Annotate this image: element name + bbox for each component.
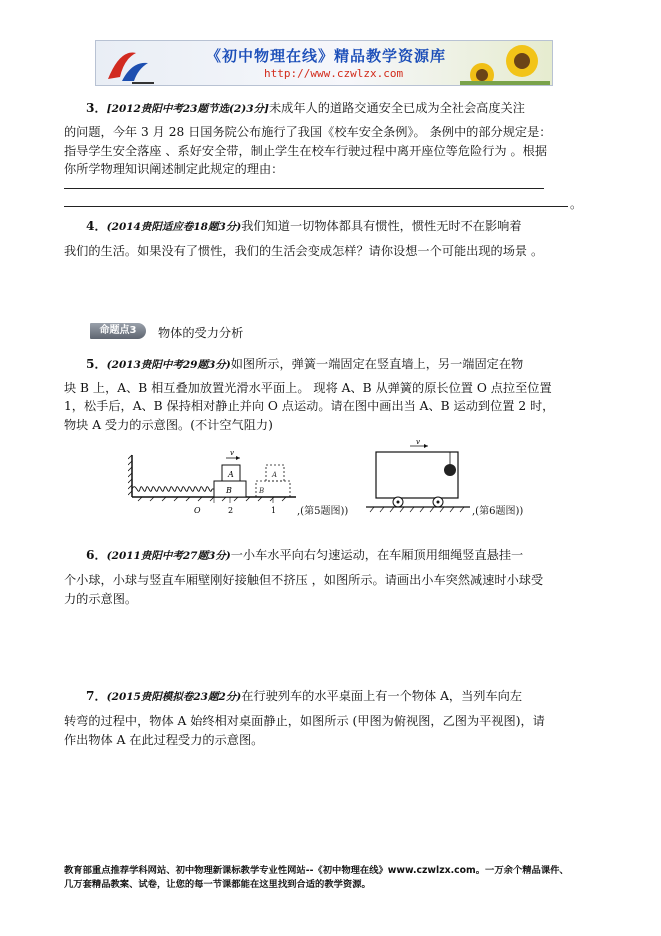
q5-line3: 1，松手后，A、B 保持相对静止并向 O 点运动。请在图中画出当 A、B 运动到位置 2 时， [64,399,555,413]
q3-answer-blank-2[interactable] [64,206,568,207]
q6-source: (2011贵阳中考27题3分) [106,550,231,562]
fig5-label-b: B [226,486,232,495]
fig5-label-2: 2 [228,506,234,515]
q7-number: 7． [86,689,107,703]
figure-5 [128,447,303,517]
q3-source: [2012贵阳中考23题节选(2)3分] [106,103,269,115]
section-title: 物体的受力分析 [158,326,244,340]
q5-number: 5． [86,357,107,371]
q7-line3: 作出物体 A 在此过程受力的示意图。 [64,733,264,747]
figure-6 [362,440,474,516]
svg-text:A: A [272,471,278,479]
fig5-label-1: 1 [271,506,277,515]
site-logo [102,43,162,85]
fig5-label-a: A [228,470,234,479]
q6-line3: 力的示意图。 [64,592,138,606]
q6-line1 [64,548,586,564]
q6-text-1: 一小车水平向右匀速运动，在车厢顶用细绳竖直悬挂一 [230,548,524,562]
q5-line4: 物块 A 受力的示意图。(不计空气阻力) [64,418,273,432]
q3-line4: 你所学物理知识阐述制定此规定的理由： [64,162,284,176]
q4-line2: 我们的生活。如果没有了惯性，我们的生活会变成怎样？请你设想一个可能出现的场景 。 [64,244,544,258]
q3-line1 [64,101,586,117]
q3-answer-blank-1[interactable] [64,188,544,189]
section-tag: 命题点3 [90,323,146,339]
footer-line-1: 教育部重点推荐学科网站、初中物理新课标教学专业性网站--《初中物理在线》www.czwlzx.com。一万余个精品课件、 [64,865,569,876]
q5-text-1: 如图所示，弹簧一端固定在竖直墙上，另一端固定在物 [230,357,524,371]
banner-title: 《初中物理在线》精品教学资源库 [206,47,447,65]
sunflower-image [460,41,550,86]
q4-text-1: 我们知道一切物体都具有惯性，惯性无时不在影响着 [241,219,522,233]
q3-line2: 的问题，今年 3 月 28 日国务院公布施行了我国《校车安全条例》。 条例中的部分规定是： [64,125,552,139]
footer-line-2: 几万套精品教案、试卷，让您的每一节课都能在这里找到合适的教学资源。 [64,879,371,890]
q5-line1 [64,357,586,373]
q3-number: 3． [86,101,107,115]
fig5-label-o: O [194,506,201,515]
fig5-label-v: v [230,449,234,457]
fig6-caption: ,(第6题图)) [472,506,524,517]
q7-line2: 转弯的过程中，物体 A 始终相对桌面静止，如图所示 (甲图为俯视图，乙图为平视图)，请 [64,714,545,728]
svg-text:B: B [259,487,265,495]
q7-source: (2015贵阳模拟卷23题2分) [106,691,242,703]
q7-text-1: 在行驶列车的水平桌面上有一个物体 A，当列车向左 [241,689,523,703]
q3-end-mark: 。 [570,197,583,211]
q4-line1 [64,219,586,235]
q6-number: 6． [86,548,107,562]
q5-line2: 块 B 上，A、B 相互叠加放置光滑水平面上。 现将 A、B 从弹簧的原长位置 O 点拉至位置 [64,381,552,395]
q7-line1 [64,689,586,705]
q4-source: (2014贵阳适应卷18题3分) [106,221,242,233]
hanging-ball [444,464,456,476]
q3-line3: 指导学生安全落座 、系好安全带，制止学生在校车行驶过程中离开座位等危险行为 。根据 [64,144,548,158]
q3-text-1: 未成年人的道路交通安全已成为全社会高度关注 [269,101,525,115]
fig5-caption: ,(第5题图)) [297,506,349,517]
q6-line2: 个小球，小球与竖直车厢壁刚好接触但不挤压 ，如图所示。请画出小车突然减速时小球受 [64,573,544,587]
q4-number: 4． [86,219,107,233]
fig6-label-v: v [416,440,420,446]
banner-url: http://www.czwlzx.com [264,67,404,80]
header-banner [95,40,553,86]
q5-source: (2013贵阳中考29题3分) [106,359,231,371]
